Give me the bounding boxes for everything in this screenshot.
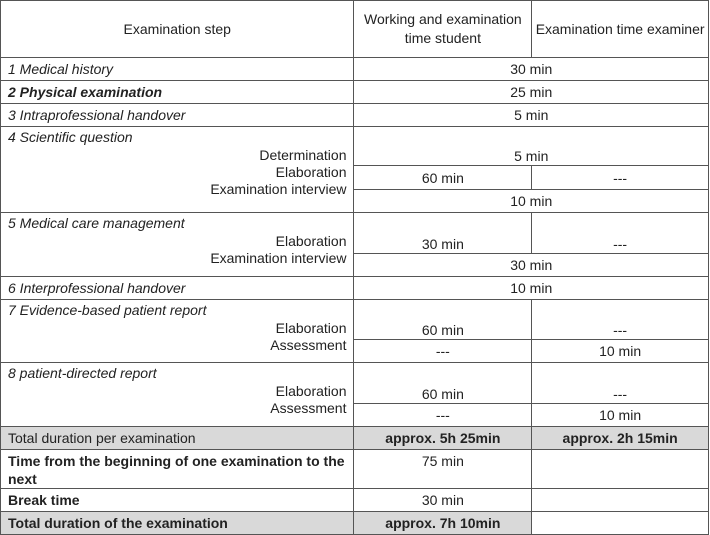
- total-duration-examination-student: approx. 7h 10min: [354, 512, 532, 535]
- sub-elaboration: Elaboration: [275, 320, 347, 336]
- step-patient-directed-report: [1, 363, 354, 427]
- total-duration-examination-label: Total duration of the examination: [1, 512, 354, 535]
- time-examination-interview: 10 min: [354, 189, 709, 212]
- sub-assessment: Assessment: [270, 400, 347, 416]
- total-duration-per-examination-examiner: approx. 2h 15min: [532, 427, 709, 450]
- time-elaboration-examiner: ---: [532, 166, 709, 189]
- header-row: [1, 1, 709, 58]
- table-row: [1, 300, 709, 340]
- sub-elaboration: Elaboration: [275, 233, 347, 249]
- scientific-question-label: 4 Scientific question: [8, 129, 133, 145]
- time-elaboration-student: 60 min: [354, 166, 532, 189]
- table-row: [1, 127, 709, 166]
- break-time-label: Break time: [1, 489, 354, 512]
- time-elaboration-examiner: ---: [532, 300, 709, 340]
- sub-examination-interview: Examination interview: [210, 181, 347, 197]
- sub-determination: Determination: [259, 147, 347, 163]
- time-between-examinations-examiner: [532, 450, 709, 489]
- time-medical-history: 30 min: [354, 58, 709, 81]
- header-examiner-time: Examination time examiner: [532, 1, 709, 58]
- step-intraprofessional-handover: 3 Intraprofessional handover: [1, 104, 354, 127]
- time-assessment-examiner: 10 min: [532, 403, 709, 426]
- break-time-student: 30 min: [354, 489, 532, 512]
- time-elaboration-student: 60 min: [354, 300, 532, 340]
- time-assessment-student: ---: [354, 339, 532, 362]
- header-examination-step: Examination step: [1, 1, 354, 58]
- sub-examination-interview: Examination interview: [210, 250, 347, 266]
- patient-directed-report-label: 8 patient-directed report: [8, 365, 157, 381]
- total-duration-per-examination-label: Total duration per examination: [1, 427, 354, 450]
- table-row: [1, 489, 709, 512]
- sub-elaboration: Elaboration: [275, 383, 347, 399]
- evidence-based-report-label: 7 Evidence-based patient report: [8, 302, 207, 318]
- time-elaboration-examiner: ---: [532, 213, 709, 254]
- time-determination: 5 min: [354, 127, 709, 166]
- table-row: [1, 81, 709, 104]
- step-interprofessional-handover: 6 Interprofessional handover: [1, 277, 354, 300]
- time-elaboration-student: 60 min: [354, 363, 532, 404]
- table-row: [1, 450, 709, 489]
- step-medical-history: 1 Medical history: [1, 58, 354, 81]
- table-row: [1, 213, 709, 254]
- step-physical-examination: 2 Physical examination: [1, 81, 354, 104]
- table-row: [1, 512, 709, 535]
- time-intraprofessional-handover: 5 min: [354, 104, 709, 127]
- time-between-examinations-student: 75 min: [354, 450, 532, 489]
- step-medical-care-management: [1, 213, 354, 277]
- total-duration-examination-examiner: [532, 512, 709, 535]
- medical-care-management-label: 5 Medical care management: [8, 215, 185, 231]
- table-row: [1, 427, 709, 450]
- step-scientific-question: [1, 127, 354, 213]
- table-row: [1, 58, 709, 81]
- total-duration-per-examination-student: approx. 5h 25min: [354, 427, 532, 450]
- sub-elaboration: Elaboration: [275, 164, 347, 180]
- time-assessment-student: ---: [354, 403, 532, 426]
- time-physical-examination: 25 min: [354, 81, 709, 104]
- time-assessment-examiner: 10 min: [532, 339, 709, 362]
- time-elaboration-student: 30 min: [354, 213, 532, 254]
- time-elaboration-examiner: ---: [532, 363, 709, 404]
- time-between-examinations-label: Time from the beginning of one examination to the next: [1, 450, 354, 489]
- break-time-examiner: [532, 489, 709, 512]
- time-examination-interview: 30 min: [354, 253, 709, 276]
- sub-assessment: Assessment: [270, 337, 347, 353]
- step-evidence-based-report: [1, 300, 354, 363]
- table-row: [1, 277, 709, 300]
- table-row: [1, 363, 709, 404]
- header-student-time: Working and examination time student: [354, 1, 532, 58]
- table-row: [1, 104, 709, 127]
- time-interprofessional-handover: 10 min: [354, 277, 709, 300]
